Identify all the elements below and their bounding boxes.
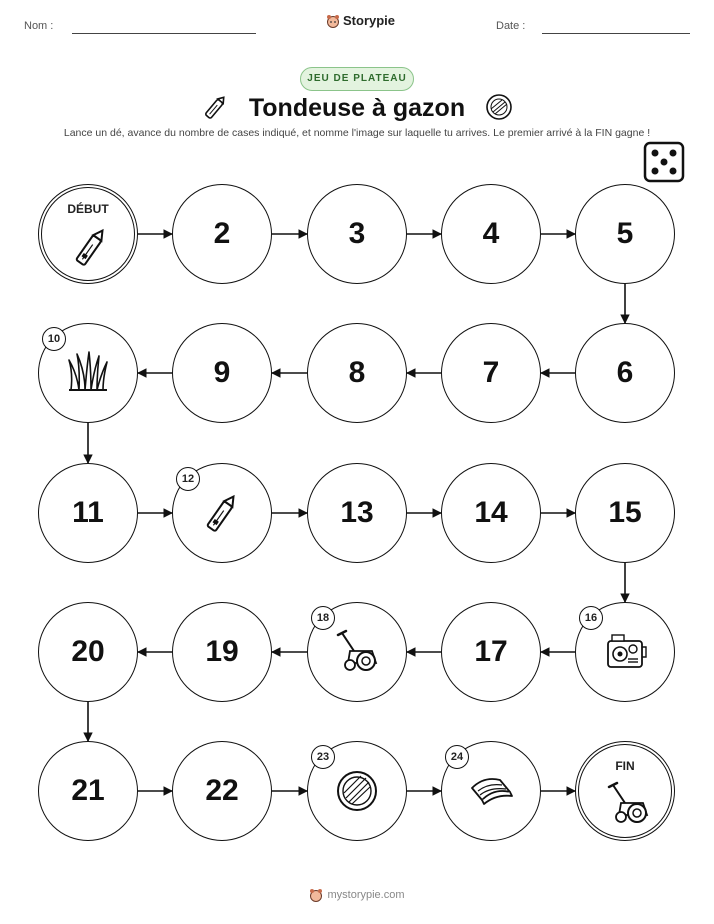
board-cell <box>172 741 272 841</box>
board-cell <box>307 323 407 423</box>
cell-number-tag: 16 <box>579 606 603 630</box>
cell-number: 6 <box>616 356 634 389</box>
board-cell <box>575 463 675 563</box>
storypie-mascot-icon <box>326 14 340 28</box>
lawn-mower-icon <box>603 779 653 829</box>
cell-number-tag: 24 <box>445 745 469 769</box>
cell-number-tag: 23 <box>311 745 335 769</box>
board-cell <box>38 184 138 284</box>
board-cell <box>575 741 675 841</box>
cell-number: 3 <box>348 217 366 250</box>
board-cell <box>172 323 272 423</box>
cell-number: 5 <box>616 217 634 250</box>
date-label: Date : <box>496 20 526 32</box>
grass-icon <box>63 348 113 398</box>
wood-log-icon <box>484 92 514 122</box>
board-cell <box>307 463 407 563</box>
cell-number: 4 <box>482 217 500 250</box>
instructions: Lance un dé, avance du nombre de cases indiqué, et nomme l'image sur laquelle tu arrives. Le premier arrivé à la FIN gagne ! <box>63 127 651 139</box>
cloth-icon <box>466 766 516 816</box>
cutter-knife-icon <box>66 222 116 272</box>
cell-number: 9 <box>213 356 231 389</box>
cell-number: 20 <box>71 635 105 668</box>
board-cell <box>38 463 138 563</box>
footer-url[interactable]: mystorypie.com <box>327 889 405 901</box>
wood-log-icon <box>332 766 382 816</box>
cell-number: 2 <box>213 217 231 250</box>
engine-icon <box>600 627 650 677</box>
storypie-mascot-icon <box>309 888 323 902</box>
footer <box>0 888 714 902</box>
game-type-badge: JEU DE PLATEAU <box>300 67 414 91</box>
cell-number-tag: 12 <box>176 467 200 491</box>
cutter-knife-icon <box>197 488 247 538</box>
brand-logo <box>326 13 395 28</box>
finish-label: FIN <box>615 759 635 773</box>
cell-number: 19 <box>205 635 239 668</box>
cell-number: 15 <box>608 496 642 529</box>
cell-number-tag: 10 <box>42 327 66 351</box>
name-line[interactable] <box>72 33 256 34</box>
start-label: DÉBUT <box>67 202 109 216</box>
board-cell <box>38 741 138 841</box>
cell-number: 22 <box>205 774 239 807</box>
board-cell <box>441 602 541 702</box>
cell-number-tag: 18 <box>311 606 335 630</box>
title-text: Tondeuse à gazon <box>248 94 466 122</box>
brand-name: Storypie <box>343 13 396 28</box>
board-cell <box>307 184 407 284</box>
dice-icon <box>643 141 685 183</box>
board-cell <box>172 184 272 284</box>
cell-number: 14 <box>474 496 508 529</box>
board-cell <box>575 184 675 284</box>
date-line[interactable] <box>542 33 690 34</box>
board-cell <box>575 323 675 423</box>
board-cell <box>441 323 541 423</box>
lawn-mower-icon <box>332 627 382 677</box>
cell-number: 13 <box>340 496 374 529</box>
name-label: Nom : <box>24 20 54 32</box>
cutter-knife-icon <box>200 92 230 122</box>
cell-number: 11 <box>72 496 104 529</box>
board-cell <box>441 463 541 563</box>
cell-number: 21 <box>71 774 105 807</box>
board-cell <box>38 602 138 702</box>
cell-number: 17 <box>474 635 508 668</box>
page-title <box>0 92 714 123</box>
board-cell <box>441 184 541 284</box>
cell-number: 8 <box>348 356 366 389</box>
board-cell <box>172 602 272 702</box>
cell-number: 7 <box>482 356 500 389</box>
